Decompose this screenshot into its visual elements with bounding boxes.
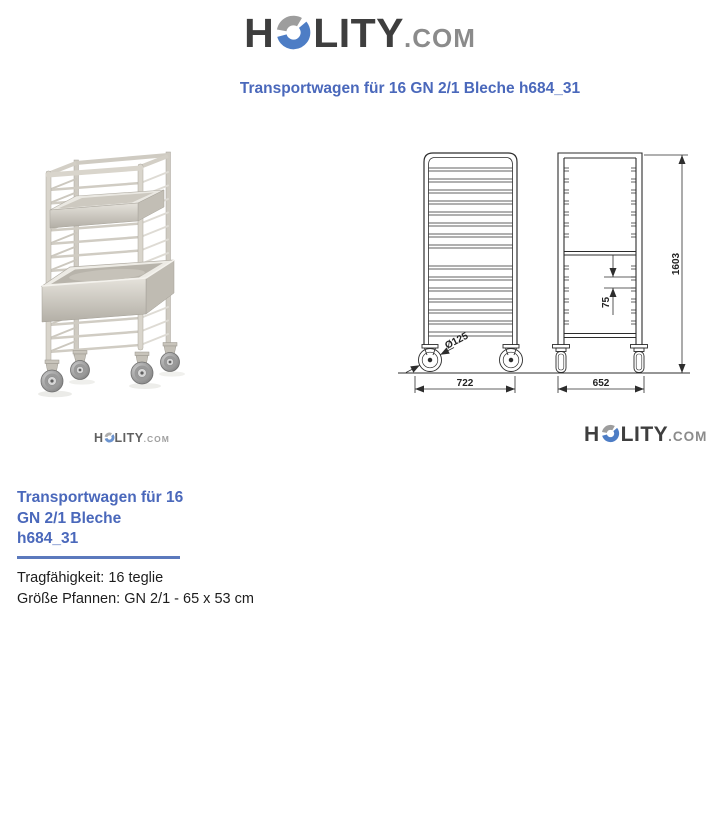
logo-suffix: LITY	[620, 423, 669, 446]
rail-ticks-left	[565, 168, 570, 324]
logo-tld: .COM	[404, 23, 476, 53]
product-info-block	[17, 488, 377, 610]
detail-capacity: Tragfähigkeit: 16 teglie	[17, 569, 164, 586]
product-details	[17, 568, 377, 610]
side-view-drawing	[553, 153, 648, 373]
logo-prefix: H	[244, 10, 275, 56]
product-title-line-2: GN 2/1 Bleche	[17, 509, 122, 527]
logo-suffix: LITY	[313, 10, 405, 56]
front-caster-left	[419, 345, 442, 372]
dimension-annotations	[406, 155, 688, 393]
front-caster-right	[500, 345, 523, 372]
title-underline	[17, 556, 180, 559]
product-photo	[28, 138, 196, 400]
logo-tld: .COM	[668, 429, 708, 444]
holity-logo[interactable]	[0, 10, 720, 57]
rail-ticks-right	[631, 168, 636, 324]
detail-pan-size: Größe Pfannen: GN 2/1 - 65 x 53 cm	[17, 590, 254, 607]
front-view-drawing	[419, 153, 523, 372]
product-title-line-1: Transportwagen für 16	[17, 489, 184, 506]
logo-o-swirl-icon	[601, 424, 620, 443]
dimension-label-front-width: 722	[456, 378, 474, 389]
side-caster-left	[553, 345, 570, 373]
dimension-label-rail-pitch: 75	[601, 296, 612, 308]
product-title-line-3: h684_31	[17, 530, 79, 547]
logo-o-swirl-icon	[275, 14, 312, 51]
technical-drawing	[398, 130, 708, 402]
drawing-watermark-logo	[584, 423, 707, 447]
logo-suffix: LITY	[114, 431, 144, 445]
photo-watermark-logo	[94, 429, 170, 447]
product-title	[17, 488, 377, 550]
logo-prefix: H	[584, 423, 600, 446]
dimension-label-side-depth: 652	[592, 378, 610, 389]
dimension-label-caster-diameter: Ø125	[443, 330, 471, 352]
logo-prefix: H	[94, 431, 104, 445]
logo-o-swirl-icon	[104, 432, 115, 443]
logo-tld: .COM	[143, 434, 170, 444]
side-caster-right	[631, 345, 648, 373]
page-title: Transportwagen für 16 GN 2/1 Bleche h684_31	[239, 80, 581, 97]
dimension-label-height: 1603	[671, 252, 682, 276]
